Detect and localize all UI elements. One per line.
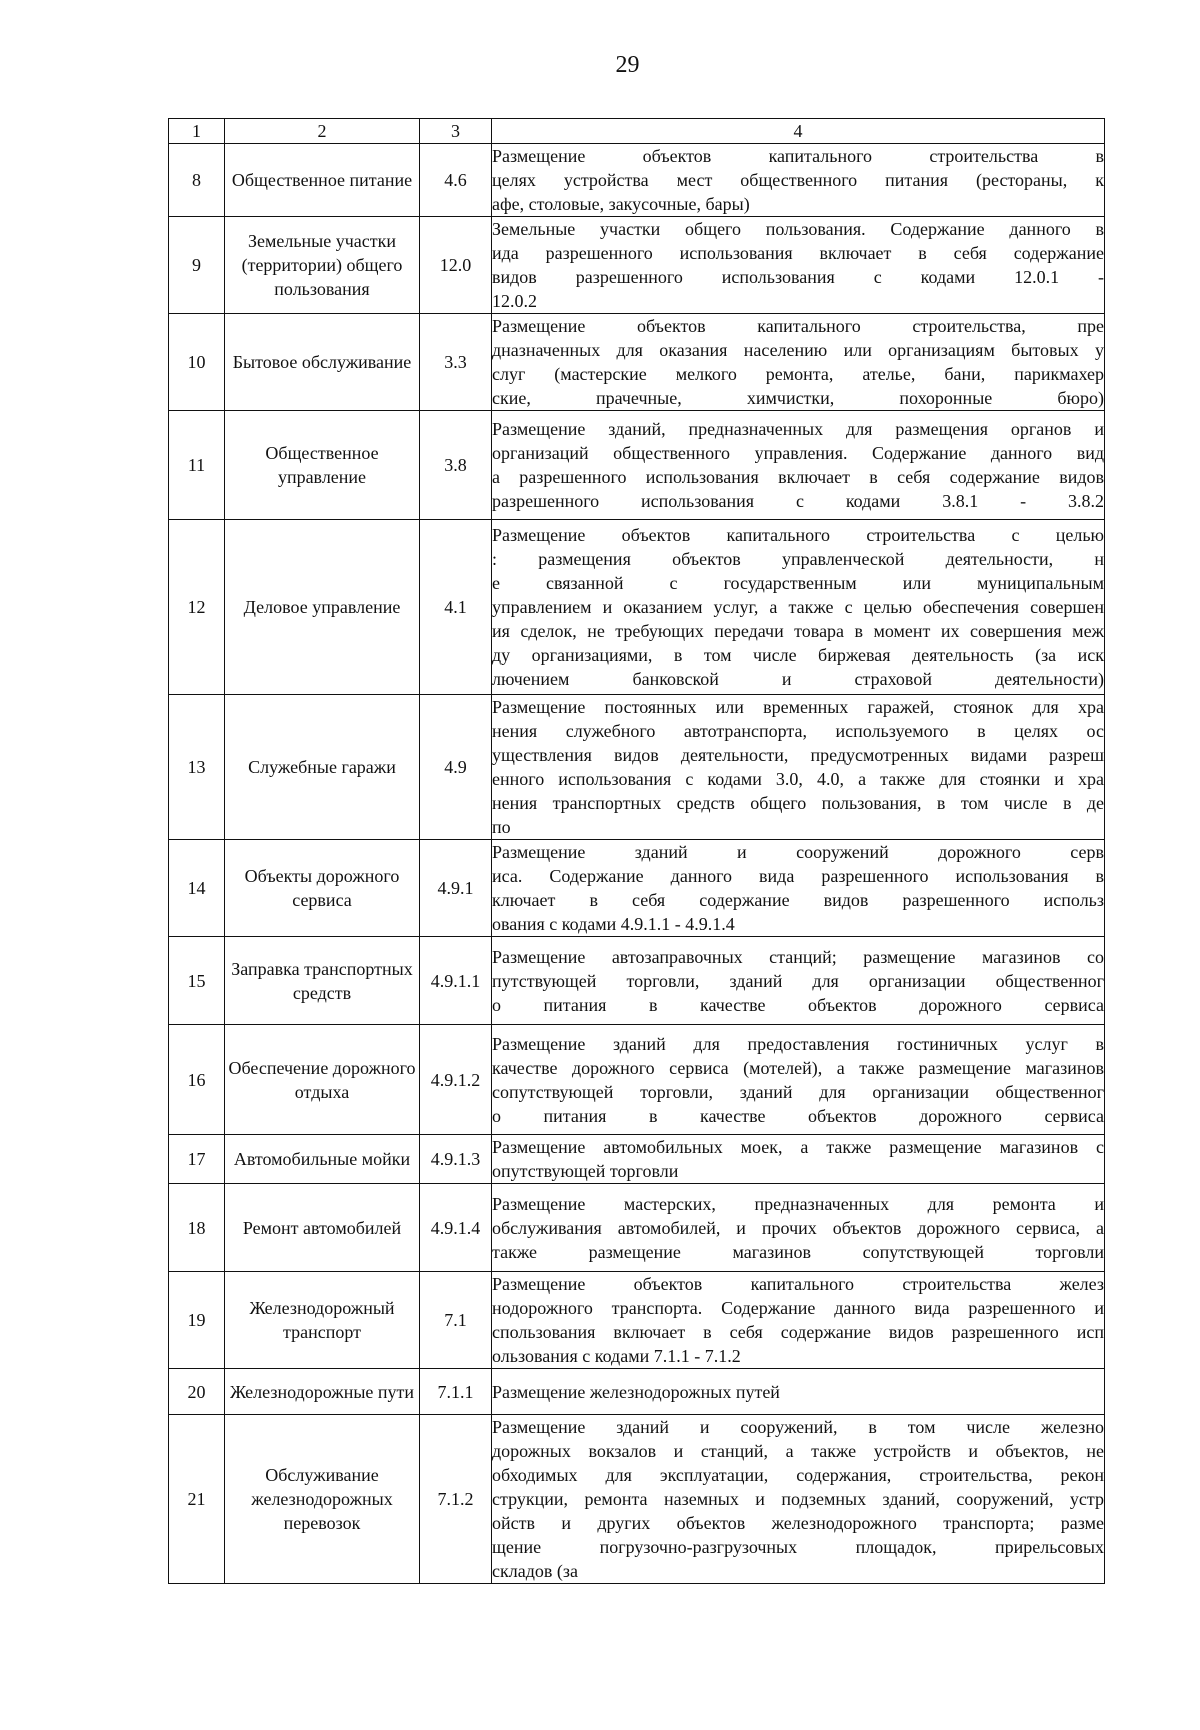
header-cell-3: 3 <box>420 119 492 144</box>
table-row <box>169 314 1105 411</box>
description-line: сопутствующей торговли, зданий для организации общественног <box>492 1081 1104 1102</box>
description-line: видов разрешенного использования с кодами 12.0.1 - <box>492 267 1104 287</box>
header-cell-2: 2 <box>225 119 420 144</box>
row-number: 9 <box>169 217 225 314</box>
description-line: ду организациями, в том числе биржевая деятельность (за иск <box>492 645 1104 665</box>
use-type-description <box>492 1025 1105 1135</box>
use-type-name: Железнодорожный транспорт <box>225 1272 420 1369</box>
header-row <box>169 119 1105 144</box>
row-number: 18 <box>169 1184 225 1272</box>
use-type-code: 7.1.2 <box>420 1415 492 1584</box>
row-number: 8 <box>169 144 225 217</box>
row-number: 19 <box>169 1272 225 1369</box>
use-type-code: 4.6 <box>420 144 492 217</box>
description-line: о питания в качестве объектов дорожного сервиса <box>492 994 1104 1015</box>
description-line: Размещение объектов капитального строительства с целью <box>492 525 1104 545</box>
use-type-code: 4.9.1 <box>420 840 492 937</box>
description-line: Размещение зданий, предназначенных для размещения органов и <box>492 419 1104 439</box>
table-row <box>169 840 1105 937</box>
description-line: Размещение зданий для предоставления гостиничных услуг в <box>492 1033 1104 1054</box>
use-type-description <box>492 411 1105 520</box>
header-cell-4: 4 <box>492 119 1105 144</box>
description-line: нения транспортных средств общего пользования, в том числе в де <box>492 793 1104 813</box>
description-line: по <box>492 817 511 837</box>
description-line: опутствующей торговли <box>492 1161 679 1181</box>
description-line: ида разрешенного использования включает в себя содержание <box>492 243 1104 263</box>
description-line: обходимых для эксплуатации, содержания, строительства, рекон <box>492 1465 1104 1485</box>
table-row <box>169 144 1105 217</box>
row-number: 16 <box>169 1025 225 1135</box>
use-type-name: Земельные участки (территории) общего пользования <box>225 217 420 314</box>
table-row <box>169 937 1105 1025</box>
description-line: ойств и других объектов железнодорожного транспорта; разме <box>492 1513 1104 1533</box>
row-number: 13 <box>169 695 225 840</box>
use-type-description <box>492 1184 1105 1272</box>
description-line: енного использования с кодами 3.0, 4.0, а также для стоянки и хра <box>492 769 1104 789</box>
description-line: иса. Содержание данного вида разрешенного использования в <box>492 866 1104 886</box>
use-type-code: 3.8 <box>420 411 492 520</box>
description-line: Размещение автомобильных моек, а также размещение магазинов с <box>492 1137 1104 1157</box>
use-type-name: Заправка транспортных средств <box>225 937 420 1025</box>
description-line: организаций общественного управления. Содержание данного вид <box>492 443 1104 463</box>
description-line: ользования с кодами 7.1.1 - 7.1.2 <box>492 1346 741 1366</box>
use-type-description <box>492 1415 1105 1584</box>
description-line: ские, прачечные, химчистки, похоронные бюро) <box>492 388 1104 408</box>
table-row <box>169 1415 1105 1584</box>
table-row <box>169 1025 1105 1135</box>
row-number: 15 <box>169 937 225 1025</box>
table-row <box>169 1184 1105 1272</box>
use-type-description <box>492 1369 1105 1415</box>
description-line: уществления видов деятельности, предусмотренных видами разреш <box>492 745 1104 765</box>
use-type-code: 7.1.1 <box>420 1369 492 1415</box>
use-type-code: 4.9.1.3 <box>420 1135 492 1184</box>
description-line: лючением банковской и страховой деятельности) <box>492 669 1104 689</box>
use-type-name: Общественное питание <box>225 144 420 217</box>
use-type-name: Обеспечение дорожного отдыха <box>225 1025 420 1135</box>
use-type-code: 12.0 <box>420 217 492 314</box>
use-type-description <box>492 520 1105 695</box>
description-line: ия сделок, не требующих передачи товара в момент их совершения меж <box>492 621 1104 641</box>
description-line: дназначенных для оказания населению или организациям бытовых у <box>492 340 1104 360</box>
use-type-name: Ремонт автомобилей <box>225 1184 420 1272</box>
description-line: Размещение объектов капитального строительства желез <box>492 1274 1104 1294</box>
description-line: качестве дорожного сервиса (мотелей), а также размещение магазинов <box>492 1057 1104 1078</box>
row-number: 10 <box>169 314 225 411</box>
description-line: также размещение магазинов сопутствующей торговли <box>492 1241 1104 1262</box>
description-line: нодорожного транспорта. Содержание данного вида разрешенного и <box>492 1298 1104 1318</box>
description-line: Размещение объектов капитального строительства в <box>492 146 1104 166</box>
use-type-code: 4.9.1.2 <box>420 1025 492 1135</box>
description-line: Размещение железнодорожных путей <box>492 1381 780 1402</box>
row-number: 17 <box>169 1135 225 1184</box>
use-type-description <box>492 1135 1105 1184</box>
table-row <box>169 1272 1105 1369</box>
row-number: 20 <box>169 1369 225 1415</box>
description-line: путствующей торговли, зданий для организации общественног <box>492 970 1104 991</box>
description-line: дорожных вокзалов и станций, а также устройств и объектов, не <box>492 1441 1104 1461</box>
use-type-description <box>492 695 1105 840</box>
row-number: 21 <box>169 1415 225 1584</box>
table-row <box>169 695 1105 840</box>
use-type-name: Бытовое обслуживание <box>225 314 420 411</box>
description-line: слуг (мастерские мелкого ремонта, ателье, бани, парикмахер <box>492 364 1104 384</box>
use-type-description <box>492 314 1105 411</box>
table-row <box>169 217 1105 314</box>
use-type-code: 4.9.1.4 <box>420 1184 492 1272</box>
description-line: о питания в качестве объектов дорожного сервиса <box>492 1105 1104 1126</box>
description-line: целях устройства мест общественного питания (рестораны, к <box>492 170 1104 190</box>
use-type-name: Объекты дорожного сервиса <box>225 840 420 937</box>
description-line: Размещение автозаправочных станций; размещение магазинов со <box>492 946 1104 967</box>
use-type-name: Деловое управление <box>225 520 420 695</box>
description-line: щение погрузочно-разгрузочных площадок, прирельсовых <box>492 1537 1104 1557</box>
description-line: Размещение объектов капитального строительства, пре <box>492 316 1104 336</box>
use-type-code: 7.1 <box>420 1272 492 1369</box>
use-type-name: Служебные гаражи <box>225 695 420 840</box>
use-type-code: 4.9.1.1 <box>420 937 492 1025</box>
description-line: : размещения объектов управленческой деятельности, н <box>492 549 1104 569</box>
description-line: обслуживания автомобилей, и прочих объектов дорожного сервиса, а <box>492 1217 1104 1238</box>
description-line: Размещение зданий и сооружений дорожного серв <box>492 842 1104 862</box>
use-type-code: 4.9 <box>420 695 492 840</box>
row-number: 14 <box>169 840 225 937</box>
use-type-description <box>492 840 1105 937</box>
use-type-description <box>492 1272 1105 1369</box>
use-type-code: 3.3 <box>420 314 492 411</box>
use-type-name: Обслуживание железнодорожных перевозок <box>225 1415 420 1584</box>
description-line: Размещение мастерских, предназначенных для ремонта и <box>492 1193 1104 1214</box>
use-type-name: Общественное управление <box>225 411 420 520</box>
description-line: Земельные участки общего пользования. Содержание данного в <box>492 219 1104 239</box>
page-number: 29 <box>615 52 640 78</box>
description-line: спользования включает в себя содержание видов разрешенного исп <box>492 1322 1104 1342</box>
description-line: 12.0.2 <box>492 291 537 311</box>
land-use-table <box>168 118 1105 1584</box>
description-line: а разрешенного использования включает в себя содержание видов <box>492 467 1104 487</box>
description-line: нения служебного автотранспорта, используемого в целях ос <box>492 721 1104 741</box>
description-line: е связанной с государственным или муниципальным <box>492 573 1104 593</box>
description-line: Размещение зданий и сооружений, в том числе железно <box>492 1417 1104 1437</box>
description-line: афе, столовые, закусочные, бары) <box>492 194 750 214</box>
table-row <box>169 1369 1105 1415</box>
table-row <box>169 411 1105 520</box>
table-row <box>169 1135 1105 1184</box>
use-type-code: 4.1 <box>420 520 492 695</box>
description-line: разрешенного использования с кодами 3.8.1 - 3.8.2 <box>492 491 1104 511</box>
use-type-name: Железнодорожные пути <box>225 1369 420 1415</box>
description-line: складов (за <box>492 1561 578 1581</box>
description-line: струкции, ремонта наземных и подземных зданий, сооружений, устр <box>492 1489 1104 1509</box>
row-number: 11 <box>169 411 225 520</box>
description-line: Размещение постоянных или временных гаражей, стоянок для хра <box>492 697 1104 717</box>
use-type-description <box>492 937 1105 1025</box>
header-cell-1: 1 <box>169 119 225 144</box>
row-number: 12 <box>169 520 225 695</box>
use-type-name: Автомобильные мойки <box>225 1135 420 1184</box>
description-line: ования с кодами 4.9.1.1 - 4.9.1.4 <box>492 914 735 934</box>
description-line: ключает в себя содержание видов разрешенного использ <box>492 890 1104 910</box>
use-type-description <box>492 144 1105 217</box>
table-row <box>169 520 1105 695</box>
description-line: управлением и оказанием услуг, а также с целью обеспечения совершен <box>492 597 1104 617</box>
use-type-description <box>492 217 1105 314</box>
